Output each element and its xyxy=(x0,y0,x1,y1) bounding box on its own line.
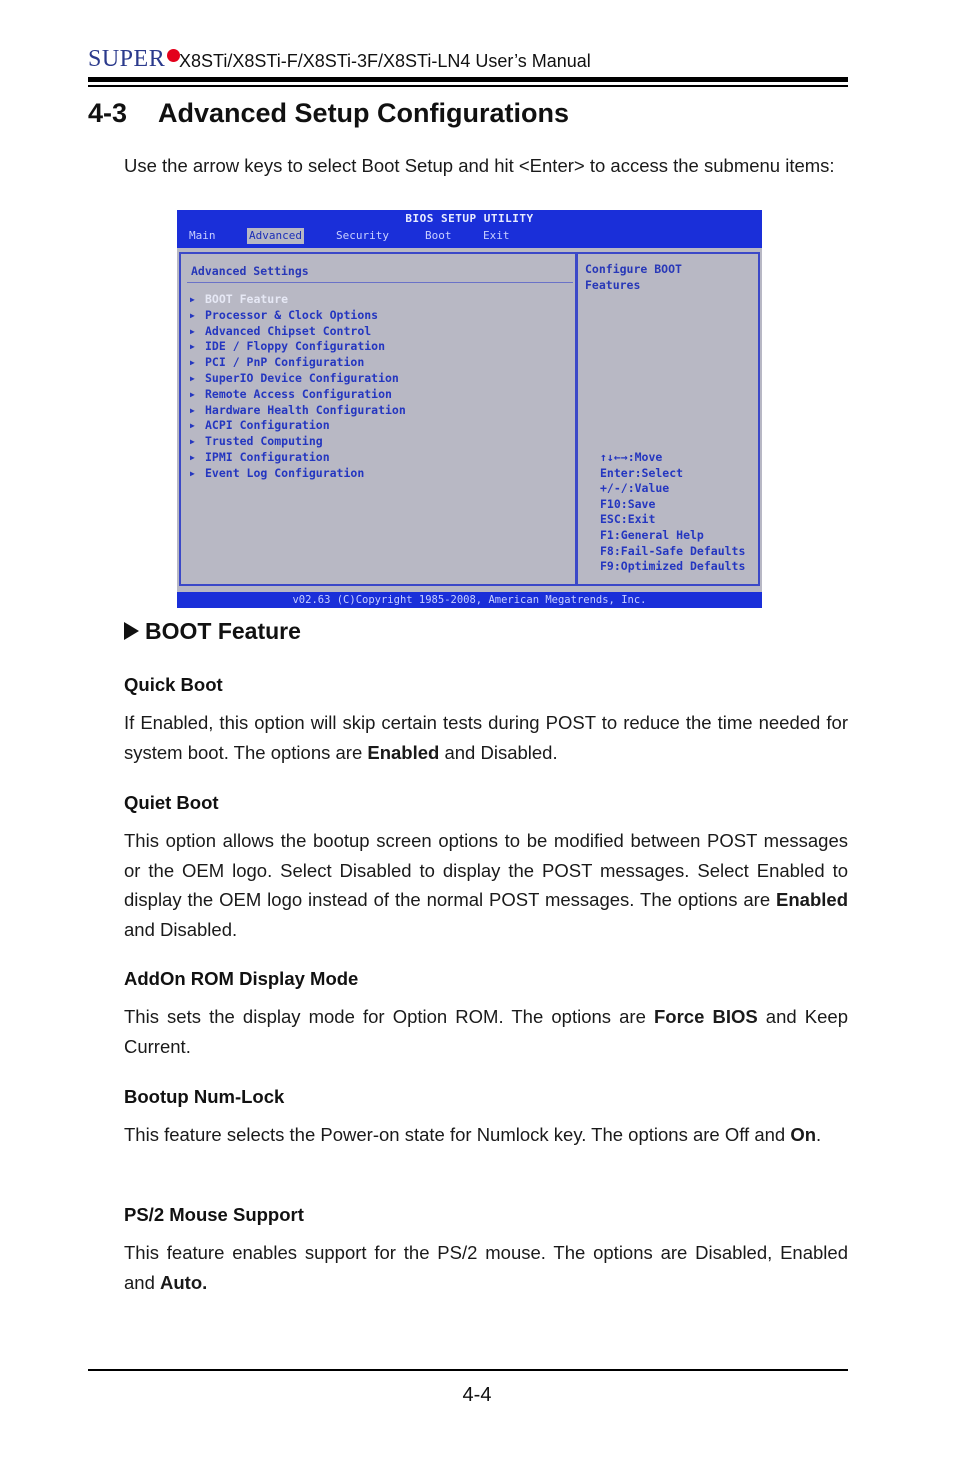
bios-menu-item-label: Event Log Configuration xyxy=(205,465,365,480)
bios-menu-item-label: Advanced Chipset Control xyxy=(205,323,372,338)
bios-menu-item-remote-access[interactable] xyxy=(190,387,406,403)
page-header xyxy=(88,44,848,74)
section-intro: Use the arrow keys to select Boot Setup and hit <Enter> to access the submenu items: xyxy=(124,155,835,176)
option-desc-addon-rom xyxy=(124,1002,848,1061)
bios-menu-item-chipset[interactable] xyxy=(190,324,406,340)
bios-menu-item-ipmi[interactable] xyxy=(190,450,406,466)
bios-menu-list xyxy=(190,292,406,482)
bios-arrow-icon: ▶ xyxy=(190,295,195,304)
option-title-addon-rom: AddOn ROM Display Mode xyxy=(124,968,359,989)
bios-tab-security[interactable]: Security xyxy=(336,229,389,242)
option-desc-num-lock xyxy=(124,1120,848,1150)
bios-copyright: v02.63 (C)Copyright 1985-2008, American Megatrends, Inc. xyxy=(292,594,647,606)
bios-menu-panel xyxy=(179,252,577,586)
bios-arrow-icon: ▶ xyxy=(190,452,195,462)
brand-logo xyxy=(88,46,180,73)
bios-menu-item-trusted-computing[interactable] xyxy=(190,434,406,450)
bios-menu-item-event-log[interactable] xyxy=(190,466,406,482)
bios-body xyxy=(177,248,762,592)
bios-key-optimized: F9:Optimized Defaults xyxy=(600,559,746,574)
bios-menu-item-label: PCI / PnP Configuration xyxy=(205,355,365,370)
bios-key-select: Enter:Select xyxy=(600,465,684,480)
bios-arrow-icon: ▶ xyxy=(190,342,195,352)
bios-menu-item-boot-feature[interactable] xyxy=(190,292,406,308)
desc-text: If Enabled, this option will skip certain tests during POST to reduce the time needed for system boot. The options are xyxy=(124,712,848,763)
boot-feature-title: BOOT Feature xyxy=(145,618,301,644)
bios-menu-item-label: SuperIO Device Configuration xyxy=(205,370,399,385)
option-title-quick-boot: Quick Boot xyxy=(124,674,223,695)
bios-arrow-icon: ▶ xyxy=(190,405,195,415)
page-number: 4-4 xyxy=(462,1384,492,1406)
bios-tab-advanced[interactable]: Advanced xyxy=(249,229,302,242)
bios-arrow-icon: ▶ xyxy=(190,373,195,383)
desc-default: On xyxy=(790,1124,817,1145)
bios-tab-main[interactable]: Main xyxy=(189,229,216,242)
bios-menu-item-label: IPMI Configuration xyxy=(205,449,330,464)
brand-name: SUPER xyxy=(88,46,166,72)
bios-menu-item-label: Processor & Clock Options xyxy=(205,307,379,322)
bios-menu-item-label: Remote Access Configuration xyxy=(205,386,392,401)
bios-help-text xyxy=(585,262,755,294)
desc-text: This feature selects the Power-on state for Numlock key. The options are Off and xyxy=(124,1124,791,1145)
section-heading xyxy=(88,98,569,129)
bios-menu-item-label: Hardware Health Configuration xyxy=(205,402,406,417)
bios-arrow-icon: ▶ xyxy=(190,389,195,399)
desc-text: and Keep Current. xyxy=(124,1006,848,1057)
bios-key-failsafe: F8:Fail-Safe Defaults xyxy=(600,543,746,558)
desc-text: This sets the display mode for Option ROM. The options are xyxy=(124,1006,654,1027)
desc-text: This feature enables support for the PS/2 mouse. The options are Disabled, Enabled and xyxy=(124,1242,848,1293)
bios-key-value: +/-/:Value xyxy=(600,481,670,496)
bios-divider xyxy=(187,282,573,283)
bios-menu-item-processor[interactable] xyxy=(190,308,406,324)
desc-default: Force BIOS xyxy=(653,1006,758,1027)
desc-default: Enabled xyxy=(367,741,440,763)
desc-default: Enabled xyxy=(776,889,848,910)
desc-text: and Disabled. xyxy=(124,918,238,940)
bios-menu-item-ide[interactable] xyxy=(190,339,406,355)
header-rule-thick xyxy=(88,77,848,82)
bios-menu-item-acpi[interactable] xyxy=(190,418,406,434)
bios-arrow-icon: ▶ xyxy=(190,358,195,368)
bios-arrow-icon: ▶ xyxy=(190,326,195,336)
bios-arrow-icon: ▶ xyxy=(190,310,195,320)
bios-menu-item-label: IDE / Floppy Configuration xyxy=(205,339,386,354)
bios-menu-item-label: BOOT Feature xyxy=(205,292,289,306)
bios-menu-item-pci[interactable] xyxy=(190,355,406,371)
bios-tab-exit[interactable]: Exit xyxy=(483,229,510,242)
header-rule-thin xyxy=(88,85,848,87)
bios-help-line: Configure BOOT xyxy=(585,262,682,276)
option-title-ps2-mouse: PS/2 Mouse Support xyxy=(124,1204,304,1225)
bios-menu-item-superio[interactable] xyxy=(190,371,406,387)
option-desc-quick-boot xyxy=(124,708,848,767)
option-desc-ps2-mouse xyxy=(124,1238,848,1297)
boot-feature-heading xyxy=(124,618,301,645)
section-number: 4-3 xyxy=(88,98,128,128)
bios-arrow-icon: ▶ xyxy=(190,437,195,447)
bios-screenshot xyxy=(177,210,762,608)
bios-arrow-icon: ▶ xyxy=(190,421,195,431)
desc-default: Auto. xyxy=(160,1271,208,1293)
bios-key-move: ↑↓←→:Move xyxy=(600,450,663,464)
bios-help-panel xyxy=(576,252,760,586)
bios-arrow-icon: ▶ xyxy=(190,468,195,478)
bios-title: BIOS SETUP UTILITY xyxy=(405,212,534,225)
manual-title: X8STi/X8STi-F/X8STi-3F/X8STi-LN4 User’s Manual xyxy=(179,51,591,71)
bios-help-line: Features xyxy=(585,277,641,292)
bios-key-legend xyxy=(600,450,745,575)
triangle-bullet-icon xyxy=(124,622,139,640)
bios-key-help: F1:General Help xyxy=(600,527,704,542)
bios-menu-item-label: Trusted Computing xyxy=(205,434,323,449)
section-title: Advanced Setup Configurations xyxy=(158,98,570,128)
desc-text: and Disabled. xyxy=(439,741,558,763)
bios-key-save: F10:Save xyxy=(600,496,656,511)
option-title-num-lock: Bootup Num-Lock xyxy=(124,1086,285,1107)
footer-rule xyxy=(88,1369,848,1371)
desc-text: This option allows the bootup screen options to be modified between POST messages or the OEM logo. Select Disabled to display the POST messages. Select Enabled to display the OEM logo instead of the normal POST messages. The options are xyxy=(124,830,848,910)
bios-tab-boot[interactable]: Boot xyxy=(425,229,452,242)
bios-menu-item-label: ACPI Configuration xyxy=(205,418,330,433)
bios-menu-item-hardware-health[interactable] xyxy=(190,403,406,419)
bios-key-exit: ESC:Exit xyxy=(600,512,656,527)
option-title-quiet-boot: Quiet Boot xyxy=(124,792,219,813)
option-desc-quiet-boot xyxy=(124,826,848,944)
desc-text: . xyxy=(816,1124,822,1145)
bios-section-title: Advanced Settings xyxy=(191,264,309,278)
